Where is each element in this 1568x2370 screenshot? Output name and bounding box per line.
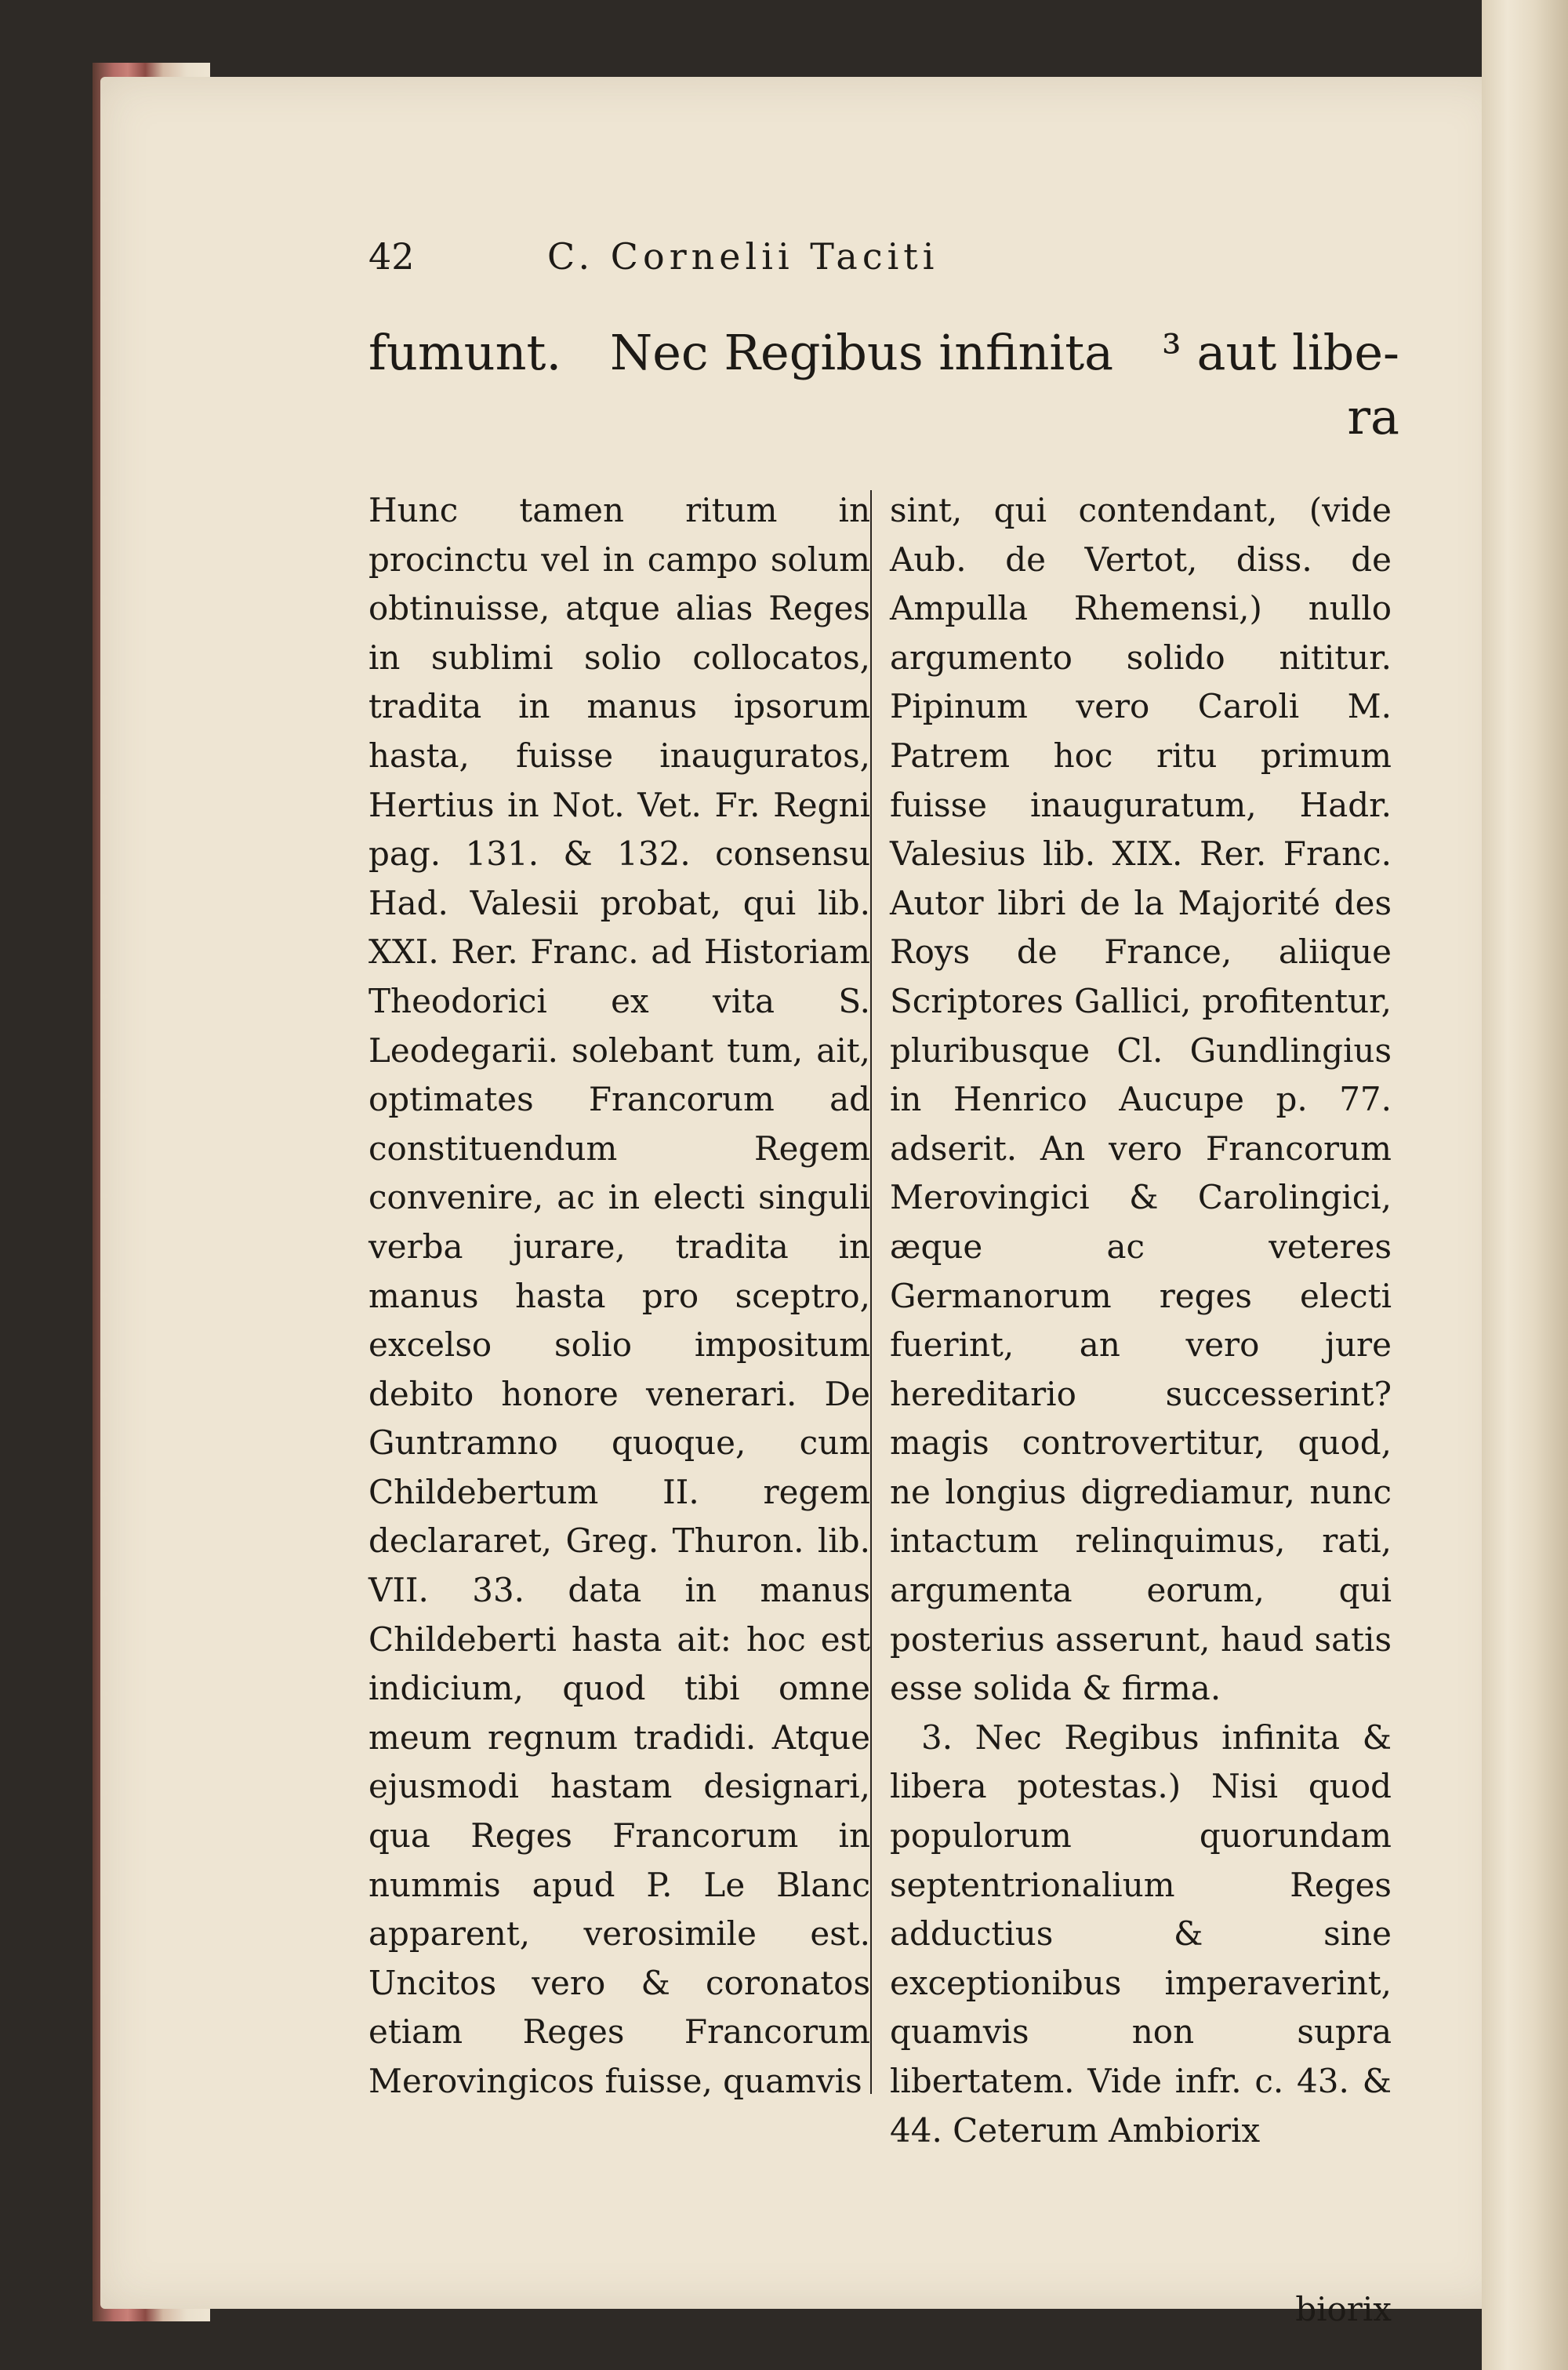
- page-number: 42: [368, 235, 415, 278]
- main-text-word-3: ³ aut libe-: [1161, 324, 1399, 381]
- main-text-word-2: Nec Regibus infinita: [609, 324, 1114, 381]
- main-text-word-1: fumunt.: [368, 324, 562, 381]
- main-text-continuation: ra: [1347, 388, 1399, 445]
- running-title: C. Cornelii Taciti: [547, 235, 939, 278]
- page-header: [368, 235, 1388, 298]
- footnote-paragraph: 3. Nec Regibus infinita & libera potestas.) Nisi quod populorum quorundam septentrionalium Reges adductius & sine exceptionibus imperaverint, quamvis non supra libertatem. Vide infr. c. 43. & 44. Ceterum Ambiorix: [890, 1718, 1392, 2150]
- footnote-paragraph: sint, qui contendant, (vide Aub. de Vertot, diss. de Ampulla Rhemensi,) nullo argumento solido nititur. Pipinum vero Caroli M. Patrem hoc ritu primum fuisse inauguratum, Hadr. Valesius lib. XIX. Rer. Franc. Autor libri de la Majorité des Roys de France, aliique Scriptores Gallici, profitentur, pluribusque Cl. Gundlingius in Henrico Aucupe p. 77. adserit. An vero Francorum Merovingici & Carolingici, æque ac veteres Germanorum reges electi fuerint, an vero jure hereditario successerint? magis controvertitur, quod, ne longius digrediamur, nunc intactum relinquimus, rati, argumenta eorum, qui posterius asserunt, haud satis esse solida & firma.: [890, 491, 1392, 1708]
- column-divider: [870, 490, 872, 2094]
- footnote-column-left: [368, 486, 870, 2106]
- footnote-column-right: [890, 486, 1392, 2155]
- catchword: biorix: [1295, 2290, 1392, 2328]
- footnote-paragraph: Hunc tamen ritum in procinctu vel in campo solum obtinuisse, atque alias Reges in sublimi solio collocatos, tradita in manus ipsorum hasta, fuisse inauguratos, Hertius in Not. Vet. Fr. Regni pag. 131. & 132. consensu Had. Valesii probat, qui lib. XXI. Rer. Franc. ad Historiam Theodorici ex vita S. Leodegarii. solebant tum, ait, optimates Francorum ad constituendum Regem convenire, ac in electi singuli verba jurare, tradita in manus hasta pro sceptro, excelso solio impositum debito honore venerari. De Guntramno quoque, cum Childebertum II. regem declararet, Greg. Thuron. lib. VII. 33. data in manus Childeberti hasta ait: hoc est indicium, quod tibi omne meum regnum tradidi. Atque ejusmodi hastam designari, qua Reges Francorum in nummis apud P. Le Blanc apparent, verosimile est. Uncitos vero & coronatos etiam Reges Francorum Merovingicos fuisse, quamvis: [368, 491, 870, 2100]
- main-text-line: [368, 322, 1399, 384]
- facing-page-edge: [1482, 0, 1568, 2370]
